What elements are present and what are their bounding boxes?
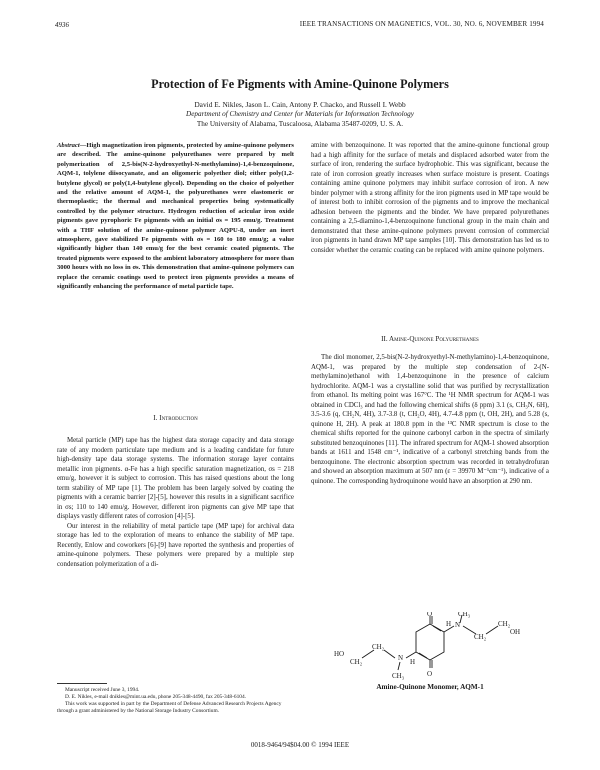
footnotes: [57, 687, 294, 715]
methyl-bond: [398, 662, 400, 670]
footnote: D. E. Nikles, e-mail dnikles@mint.ua.edu, phone 205-348-4490, fax 205-348-6104.: [65, 694, 247, 700]
hydroxyl-right: OH: [510, 628, 521, 636]
section-heading-text: II. Amine-Quinone Polyurethanes: [381, 335, 479, 343]
polyurethanes-body: [311, 353, 549, 486]
section-heading-polyurethanes: [311, 335, 549, 345]
paragraph: Metal particle (MP) tape has the highest data storage capacity and data storage rate of any modern particulate tape medium and is a leading candidate for future high-density tape data storage systems. The information storage layer contains metallic iron pigments. α-Fe has a high specific saturation magnetization, σs = 218 emu/g, however it is subject to corrosion. This has raised questions about the long term stability of MP tape [1]. The problem has been largely solved by coating the pigments with a ceramic barrier [2]-[5], however this results in a significant sacrifice in σs; 110 to 140 emu/g. However, different iron pigments can give MP tape that displays vastly different rates of corrosion [4]-[5].: [57, 437, 294, 520]
ring-double-bond: [419, 653, 427, 658]
page-number: 4936: [55, 21, 69, 29]
ring-h-right: H: [446, 620, 452, 628]
footnote: This work was supported in part by the Department of Defense Advanced Research Projects Agency through a grant administered by the National Storage Industry Consortium.: [57, 701, 282, 714]
running-head: IEEE TRANSACTIONS ON MAGNETICS, VOL. 30, NO. 6, NOVEMBER 1994: [299, 20, 544, 28]
section-heading-text: I. Introduction: [153, 414, 198, 422]
section-heading-introduction: [57, 414, 294, 424]
footnote: Manuscript received June 3, 1994.: [65, 687, 140, 693]
methylene-left-2: CH₂: [350, 658, 363, 666]
abstract-text: —High magnetization iron pigments, protected by amine-quinone polymers are described. The amine-quinone polyurethanes were prepared by melt polymerization of 2,5-bis(N-2-hydroxyethyl-N-methylamino)-1,4-benzoquinone, AQM-1, tolylene diisocyanate, and an oligomeric polyether diol; either poly(1,2-butylene glycol) or poly(1,4-butylene glycol). Depending on the choice of polyether and the relative amount of AQM-1, the polyurethanes were elastomeric or thermoplastic; the thermal and mechanical properties being systematically controlled by the polymer structure. Hydrogen reduction of acicular iron oxide pigments gave pyrophoric Fe pigments with an initial σs = 195 emu/g. Treatment with a THF solution of the amine-quinone polymer AQPU-8, under an inert atmosphere, gave stabilized Fe pigments with σs = 160 to 180 emu/g; a value significantly higher than 140 emu/g for the best ceramic coated pigments. The treated pigments were exposed to the ambient laboratory atmosphere for more than 3000 hours with no loss in σs. This demonstration that amine-quinone polymers can replace the ceramic coatings used to protect iron pigments provides a means of significantly enhancing the performance of metal particle tape.: [57, 142, 294, 291]
methyl-left: CH₃: [392, 672, 405, 680]
affiliation: Department of Chemistry and Center for Materials for Information Technology: [186, 110, 414, 118]
amine-n-left: N: [398, 654, 404, 662]
paragraph: Our interest in the reliability of metal particle tape (MP tape) for archival data storage has led to the exploration of means to enhance the stability of MP tape. Recently, Enlow and coworkers [6]-[9] have reported the synthesis and properties of amine-quinone polymers. These polymers were prepared by a multiple step condensation polymerization of a di-: [57, 522, 294, 568]
footnote-rule: [57, 683, 107, 684]
introduction-body: [57, 436, 294, 569]
abstract-lead: Abstract: [57, 142, 80, 149]
paragraph: amine with benzoquinone. It was reported that the amine-quinone functional group had a high affinity for the surface of metals and displaced adsorbed water from the surface of iron, rendering the surface hydrophobic. This was significant, because the rate of iron corrosion greatly increases when surface moisture is present. Coatings containing amine quinone polymers may inhibit surface corrosion of iron. A new binder polymer with a strong affinity for the iron pigments used in MP tape would be of interest both to inhibit corrosion of the pigments and to improve the mechanical adhesion between the pigments and the binder. We have prepared polyurethanes containing a 2,5-diamino-1,4-benzoquinone functional group in the main chain and demonstrated that these amine-quinone polymers prevent corrosion of commercial iron pigments in hand drawn MP tape samples [10]. This demonstration has led us to consider whether the ceramic coating can be replaced with amine quinone polymers.: [311, 142, 549, 254]
ring-h-left: H: [410, 658, 416, 666]
chain-bond: [384, 650, 395, 658]
carbonyl-o-bottom: O: [427, 670, 433, 678]
carbonyl-o-top: O: [427, 612, 433, 618]
aqm1-structure: [330, 612, 530, 680]
issn-line: 0018-9464/94$04.00 © 1994 IEEE: [250, 741, 350, 749]
author-list: David E. Nikles, Jason L. Cain, Antony P. Chacko, and Russell I. Webb: [194, 100, 406, 109]
methylene-right-2: CH₂: [498, 620, 511, 628]
quinone-ring: [416, 624, 444, 660]
methylene-right: CH₂: [474, 633, 487, 641]
chain-bond: [362, 650, 374, 658]
methyl-right: CH₃: [458, 612, 471, 618]
hydroxyl-left: HO: [334, 650, 345, 658]
paragraph: The diol monomer, 2,5-bis(N-2-hydroxyethyl-N-methylamino)-1,4-benzoquinone, AQM-1, was prepared by the multiple step condensation of 2-(N-methylamino)ethanol with 1,4-benzoquinone in the presence of calcium hydrochlorite. AQM-1 was a crystalline solid that was purified by recrystallization from ethanol. Its melting point was 167°C. The ¹H NMR spectrum for AQM-1 was obtained in CDCl₃ and had the following chemical shifts (δ ppm) 3.1 (s, CH₃N, 6H), 3.5-3.6 (q, CH₂N, 4H), 3.7-3.8 (t, CH₂O, 4H), 4.7-4.8 ppm (t, OH, 2H), and 5.28 (s, quinone H, 2H). A peak at 180.8 ppm in the ¹³C NMR spectrum is close to the chemical shifts reported for the quinone carbonyl carbon in the spectra of similarly substituted benzoquinones [11]. The infrared spectrum for AQM-1 showed absorption bands at 1611 and 1548 cm⁻¹, indicative of a carbonyl stretching bands from the benzoquinone. The electronic absorption spectrum was recorded in tetrahydrofuran and showed an absorption maximum at 507 nm (ε = 39970 M⁻¹cm⁻¹), indicative of a quinone. The corresponding hydroquinone would have an absorption at 290 nm.: [311, 354, 549, 485]
methylene-left: CH₂: [372, 643, 385, 651]
address: The University of Alabama, Tuscaloosa, Alabama 35487-0209, U. S. A.: [196, 120, 404, 128]
amine-n-right: N: [455, 621, 461, 629]
introduction-continued: [311, 141, 549, 255]
abstract: [57, 141, 294, 292]
structure-caption: Amine-Quinone Monomer, AQM-1: [376, 683, 484, 691]
chain-bond: [486, 626, 498, 634]
ring-double-bond: [433, 626, 441, 631]
paper-title: Protection of Fe Pigments with Amine-Quinone Polymers: [151, 77, 449, 91]
